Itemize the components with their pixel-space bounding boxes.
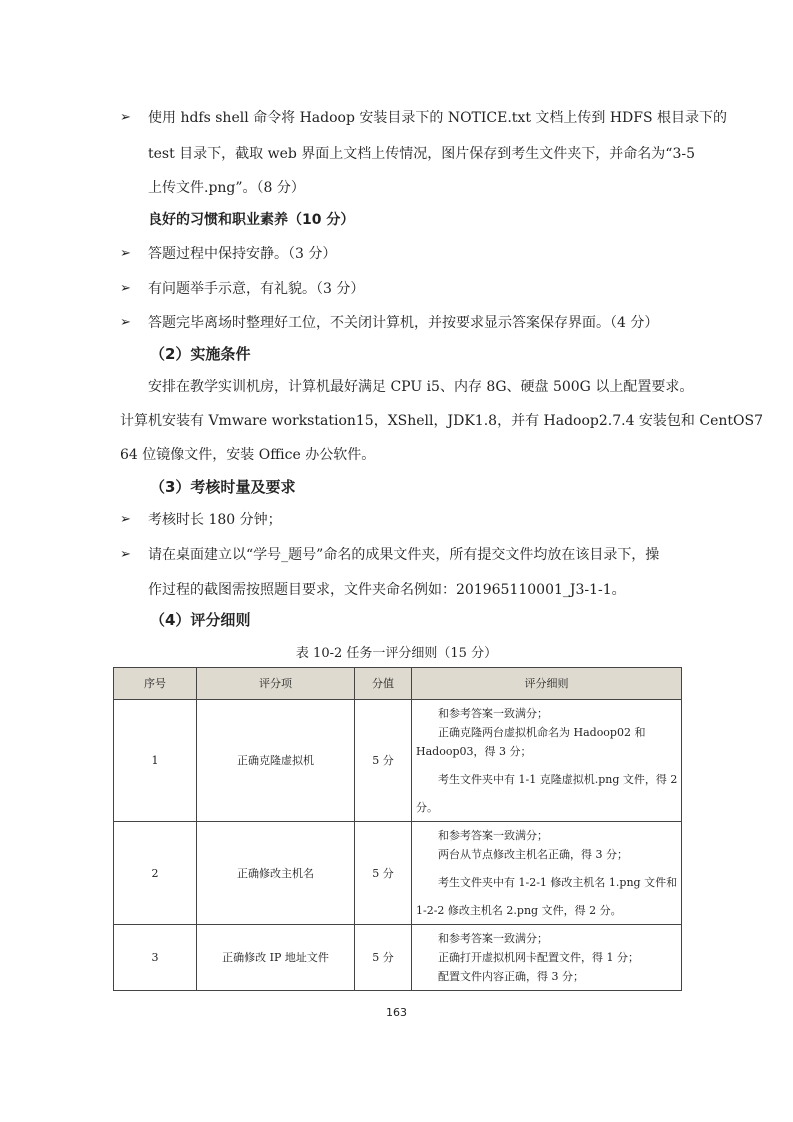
- header-detail: 评分细则: [412, 668, 682, 700]
- row-no: 1: [114, 700, 197, 822]
- row-detail: [412, 700, 682, 822]
- bullet-marker: ➢: [120, 547, 131, 562]
- bullet-6-line-1: 请在桌面建立以“学号_题号”命名的成果文件夹，所有提交文件均放在该目录下，操: [148, 547, 660, 563]
- row-no: 3: [114, 925, 197, 991]
- detail-line: 和参考答案一致满分；: [438, 829, 548, 842]
- table-caption: 表 10-2 任务一评分细则（15 分）: [295, 646, 498, 661]
- bullet-1-line-3: 上传文件.png”。（8 分）: [148, 180, 305, 196]
- bullet-1-line-1: 使用 hdfs shell 命令将 Hadoop 安装目录下的 NOTICE.txt 文档上传到 HDFS 根目录下的: [148, 110, 728, 126]
- section-heading-time: （3）考核时量及要求: [150, 478, 296, 496]
- detail-line: 两台从节点修改主机名正确，得 3 分；: [438, 848, 628, 861]
- header-score: 分值: [355, 668, 412, 700]
- detail-line: 分。: [416, 801, 438, 814]
- table-header-row: [114, 668, 682, 700]
- detail-line: 考生文件夹中有 1-1 克隆虚拟机.png 文件，得 2: [438, 773, 678, 786]
- detail-line: 考生文件夹中有 1-2-1 修改主机名 1.png 文件和: [438, 876, 678, 889]
- bullet-2: 答题过程中保持安静。（3 分）: [148, 246, 337, 262]
- section-heading-scoring: （4）评分细则: [150, 611, 251, 629]
- row-detail: [412, 822, 682, 925]
- table-row: [114, 700, 682, 822]
- row-score: 5 分: [355, 925, 412, 991]
- detail-line: 正确打开虚拟机网卡配置文件，得 1 分；: [438, 951, 639, 964]
- bullet-4: 答题完毕离场时整理好工位，不关闭计算机，并按要求显示答案保存界面。（4 分）: [148, 315, 659, 331]
- conditions-line-3: 64 位镜像文件，安装 Office 办公软件。: [120, 447, 376, 463]
- habit-subtitle: 良好的习惯和职业素养（10 分）: [148, 212, 355, 228]
- detail-line: 配置文件内容正确，得 3 分；: [438, 970, 584, 983]
- bullet-marker: ➢: [120, 246, 131, 261]
- detail-line: 正确克隆两台虚拟机命名为 Hadoop02 和: [438, 726, 646, 739]
- bullet-marker: ➢: [120, 281, 131, 296]
- scoring-table: [113, 667, 682, 991]
- row-score: 5 分: [355, 822, 412, 925]
- bullet-marker: ➢: [120, 512, 131, 527]
- bullet-5: 考核时长 180 分钟；: [148, 512, 282, 528]
- section-heading-conditions: （2）实施条件: [150, 345, 251, 363]
- row-item: 正确修改 IP 地址文件: [197, 925, 355, 991]
- bullet-6-line-2: 作过程的截图需按照题目要求，文件夹命名例如：201965110001_J3-1-1。: [148, 582, 626, 598]
- row-item: 正确克隆虚拟机: [197, 700, 355, 822]
- conditions-line-2: 计算机安装有 Vmware workstation15，XShell，JDK1.8，并有 Hadoop2.7.4 安装包和 CentOS7: [120, 413, 764, 429]
- page-number: 163: [386, 1006, 407, 1019]
- row-detail: [412, 925, 682, 991]
- table-row: [114, 822, 682, 925]
- bullet-3: 有问题举手示意，有礼貌。（3 分）: [148, 281, 365, 297]
- detail-line: Hadoop03，得 3 分；: [416, 745, 532, 758]
- bullet-1-line-2: test 目录下，截取 web 界面上文档上传情况，图片保存到考生文件夹下，并命名为“3-5: [148, 146, 696, 162]
- row-item: 正确修改主机名: [197, 822, 355, 925]
- table-row: [114, 925, 682, 991]
- header-item: 评分项: [197, 668, 355, 700]
- bullet-marker: ➢: [120, 315, 131, 330]
- detail-line: 1-2-2 修改主机名 2.png 文件，得 2 分。: [416, 904, 622, 917]
- detail-line: 和参考答案一致满分；: [438, 932, 548, 945]
- conditions-line-1: 安排在教学实训机房，计算机最好满足 CPU i5、内存 8G、硬盘 500G 以上配置要求。: [148, 379, 694, 395]
- row-no: 2: [114, 822, 197, 925]
- header-no: 序号: [114, 668, 197, 700]
- row-score: 5 分: [355, 700, 412, 822]
- bullet-marker: ➢: [120, 110, 131, 125]
- detail-line: 和参考答案一致满分；: [438, 707, 548, 720]
